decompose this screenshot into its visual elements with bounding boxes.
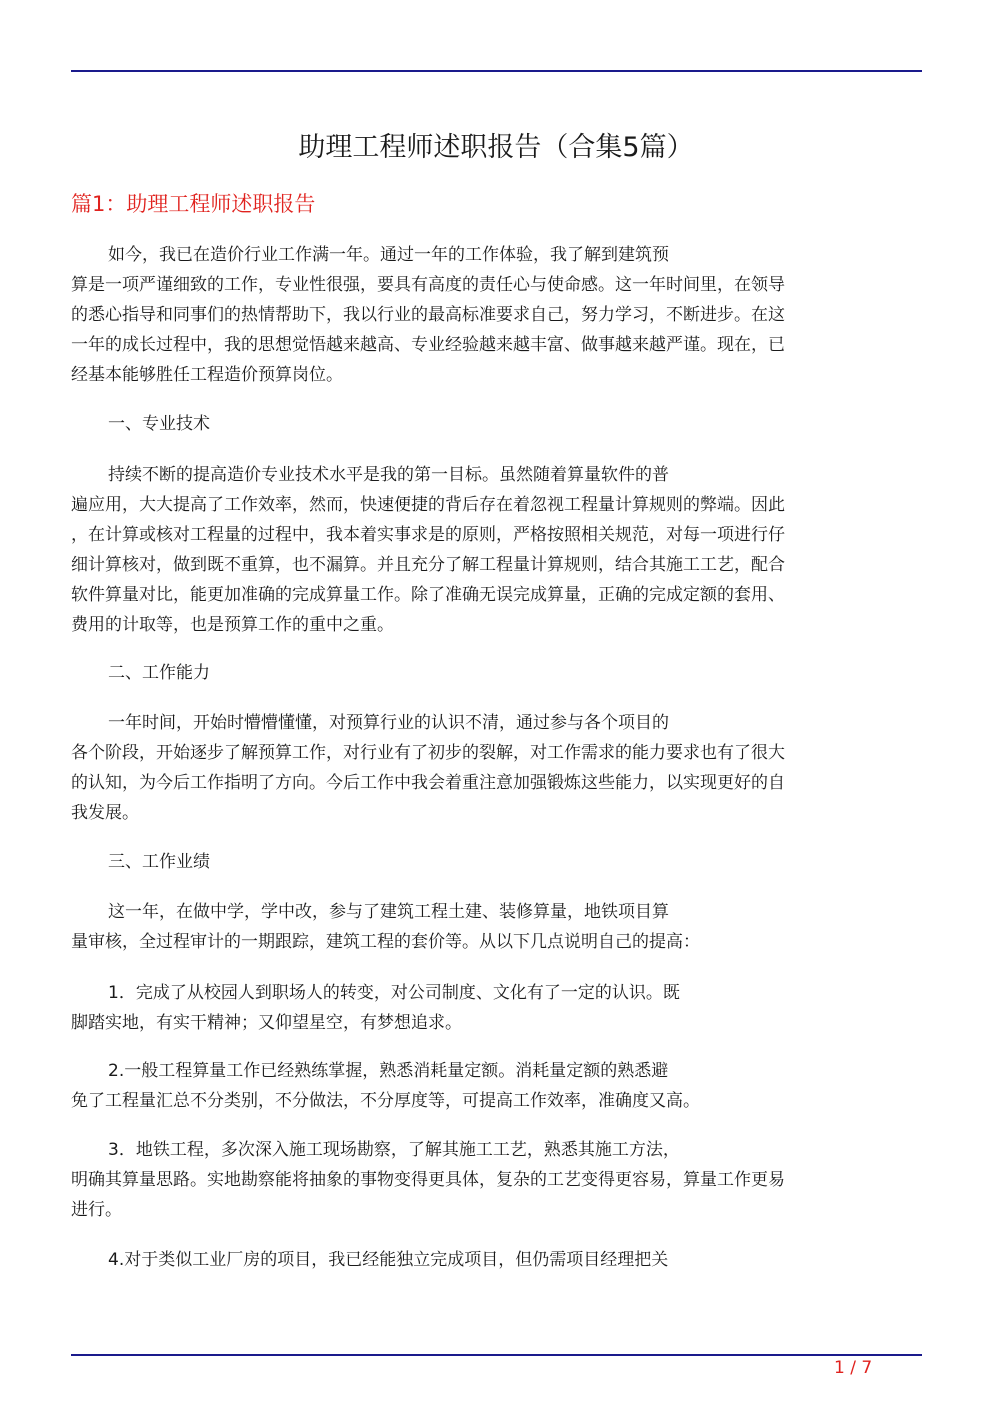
paragraph-line: 的悉心指导和同事们的热情帮助下，我以行业的最高标准要求自己，努力学习，不断进步。在这: [71, 305, 785, 325]
paragraph-line: 费用的计取等，也是预算工作的重中之重。: [71, 615, 394, 635]
list-item: [71, 1056, 922, 1116]
paragraph-line: 量审核，全过程审计的一期跟踪，建筑工程的套价等。从以下几点说明自己的提高：: [71, 932, 700, 952]
paragraph-line: 各个阶段，开始逐步了解预算工作，对行业有了初步的裂解，对工作需求的能力要求也有了很大: [71, 743, 785, 763]
paragraph-line: 进行。: [71, 1200, 122, 1220]
paragraph-line: 2.一般工程算量工作已经熟练掌握，熟悉消耗量定额。消耗量定额的熟悉避: [108, 1061, 669, 1081]
list-item: [71, 1135, 922, 1225]
subheading-text: 一、专业技术: [108, 414, 210, 434]
paragraph-line: 这一年，在做中学，学中改，参与了建筑工程土建、装修算量，地铁项目算: [108, 902, 669, 922]
paragraph-technical: [71, 460, 922, 640]
paragraph-intro: [71, 240, 922, 390]
paragraph-line: 3．地铁工程，多次深入施工现场勘察，了解其施工工艺，熟悉其施工方法，: [108, 1140, 680, 1160]
subheading-performance: [71, 847, 922, 877]
paragraph-line: 脚踏实地，有实干精神；又仰望星空，有梦想追求。: [71, 1013, 462, 1033]
paragraph-line: 经基本能够胜任工程造价预算岗位。: [71, 365, 343, 385]
list-item: [71, 978, 922, 1038]
page-number: 1 / 7: [834, 1358, 873, 1378]
paragraph-line: 算是一项严谨细致的工作，专业性很强，要具有高度的责任心与使命感。这一年时间里，在领导: [71, 275, 785, 295]
paragraph-line: 一年时间，开始时懵懵懂懂，对预算行业的认识不清，通过参与各个项目的: [108, 713, 669, 733]
subheading-ability: [71, 658, 922, 688]
paragraph-line: 一年的成长过程中，我的思想觉悟越来越高、专业经验越来越丰富、做事越来越严谨。现在，已: [71, 335, 785, 355]
paragraph-line: 我发展。: [71, 803, 139, 823]
paragraph-performance: [71, 897, 922, 957]
subheading-text: 三、工作业绩: [108, 852, 210, 872]
section-title: 篇1：助理工程师述职报告: [71, 192, 316, 216]
subheading-text: 二、工作能力: [108, 663, 210, 683]
paragraph-line: 1．完成了从校园人到职场人的转变，对公司制度、文化有了一定的认识。既: [108, 983, 680, 1003]
subheading-technical: [71, 409, 922, 439]
paragraph-line: 明确其算量思路。实地勘察能将抽象的事物变得更具体，复杂的工艺变得更容易，算量工作更易: [71, 1170, 785, 1190]
paragraph-line: ，在计算或核对工程量的过程中，我本着实事求是的原则，严格按照相关规范，对每一项进行仔: [71, 525, 785, 545]
document-title: 助理工程师述职报告（合集5篇）: [298, 132, 694, 163]
paragraph-line: 软件算量对比，能更加准确的完成算量工作。除了准确无误完成算量，正确的完成定额的套用、: [71, 585, 785, 605]
paragraph-ability: [71, 708, 922, 828]
list-item: [71, 1245, 922, 1275]
paragraph-line: 的认知，为今后工作指明了方向。今后工作中我会着重注意加强锻炼这些能力，以实现更好的自: [71, 773, 785, 793]
header-rule: [71, 70, 922, 72]
paragraph-line: 如今，我已在造价行业工作满一年。通过一年的工作体验，我了解到建筑预: [108, 245, 669, 265]
footer-rule: [71, 1354, 922, 1356]
paragraph-line: 4.对于类似工业厂房的项目，我已经能独立完成项目，但仍需项目经理把关: [108, 1250, 669, 1270]
paragraph-line: 遍应用，大大提高了工作效率，然而，快速便捷的背后存在着忽视工程量计算规则的弊端。因此: [71, 495, 785, 515]
paragraph-line: 免了工程量汇总不分类别，不分做法，不分厚度等，可提高工作效率，准确度又高。: [71, 1091, 700, 1111]
paragraph-line: 细计算核对，做到既不重算，也不漏算。并且充分了解工程量计算规则，结合其施工工艺，配合: [71, 555, 785, 575]
paragraph-line: 持续不断的提高造价专业技术水平是我的第一目标。虽然随着算量软件的普: [108, 465, 669, 485]
